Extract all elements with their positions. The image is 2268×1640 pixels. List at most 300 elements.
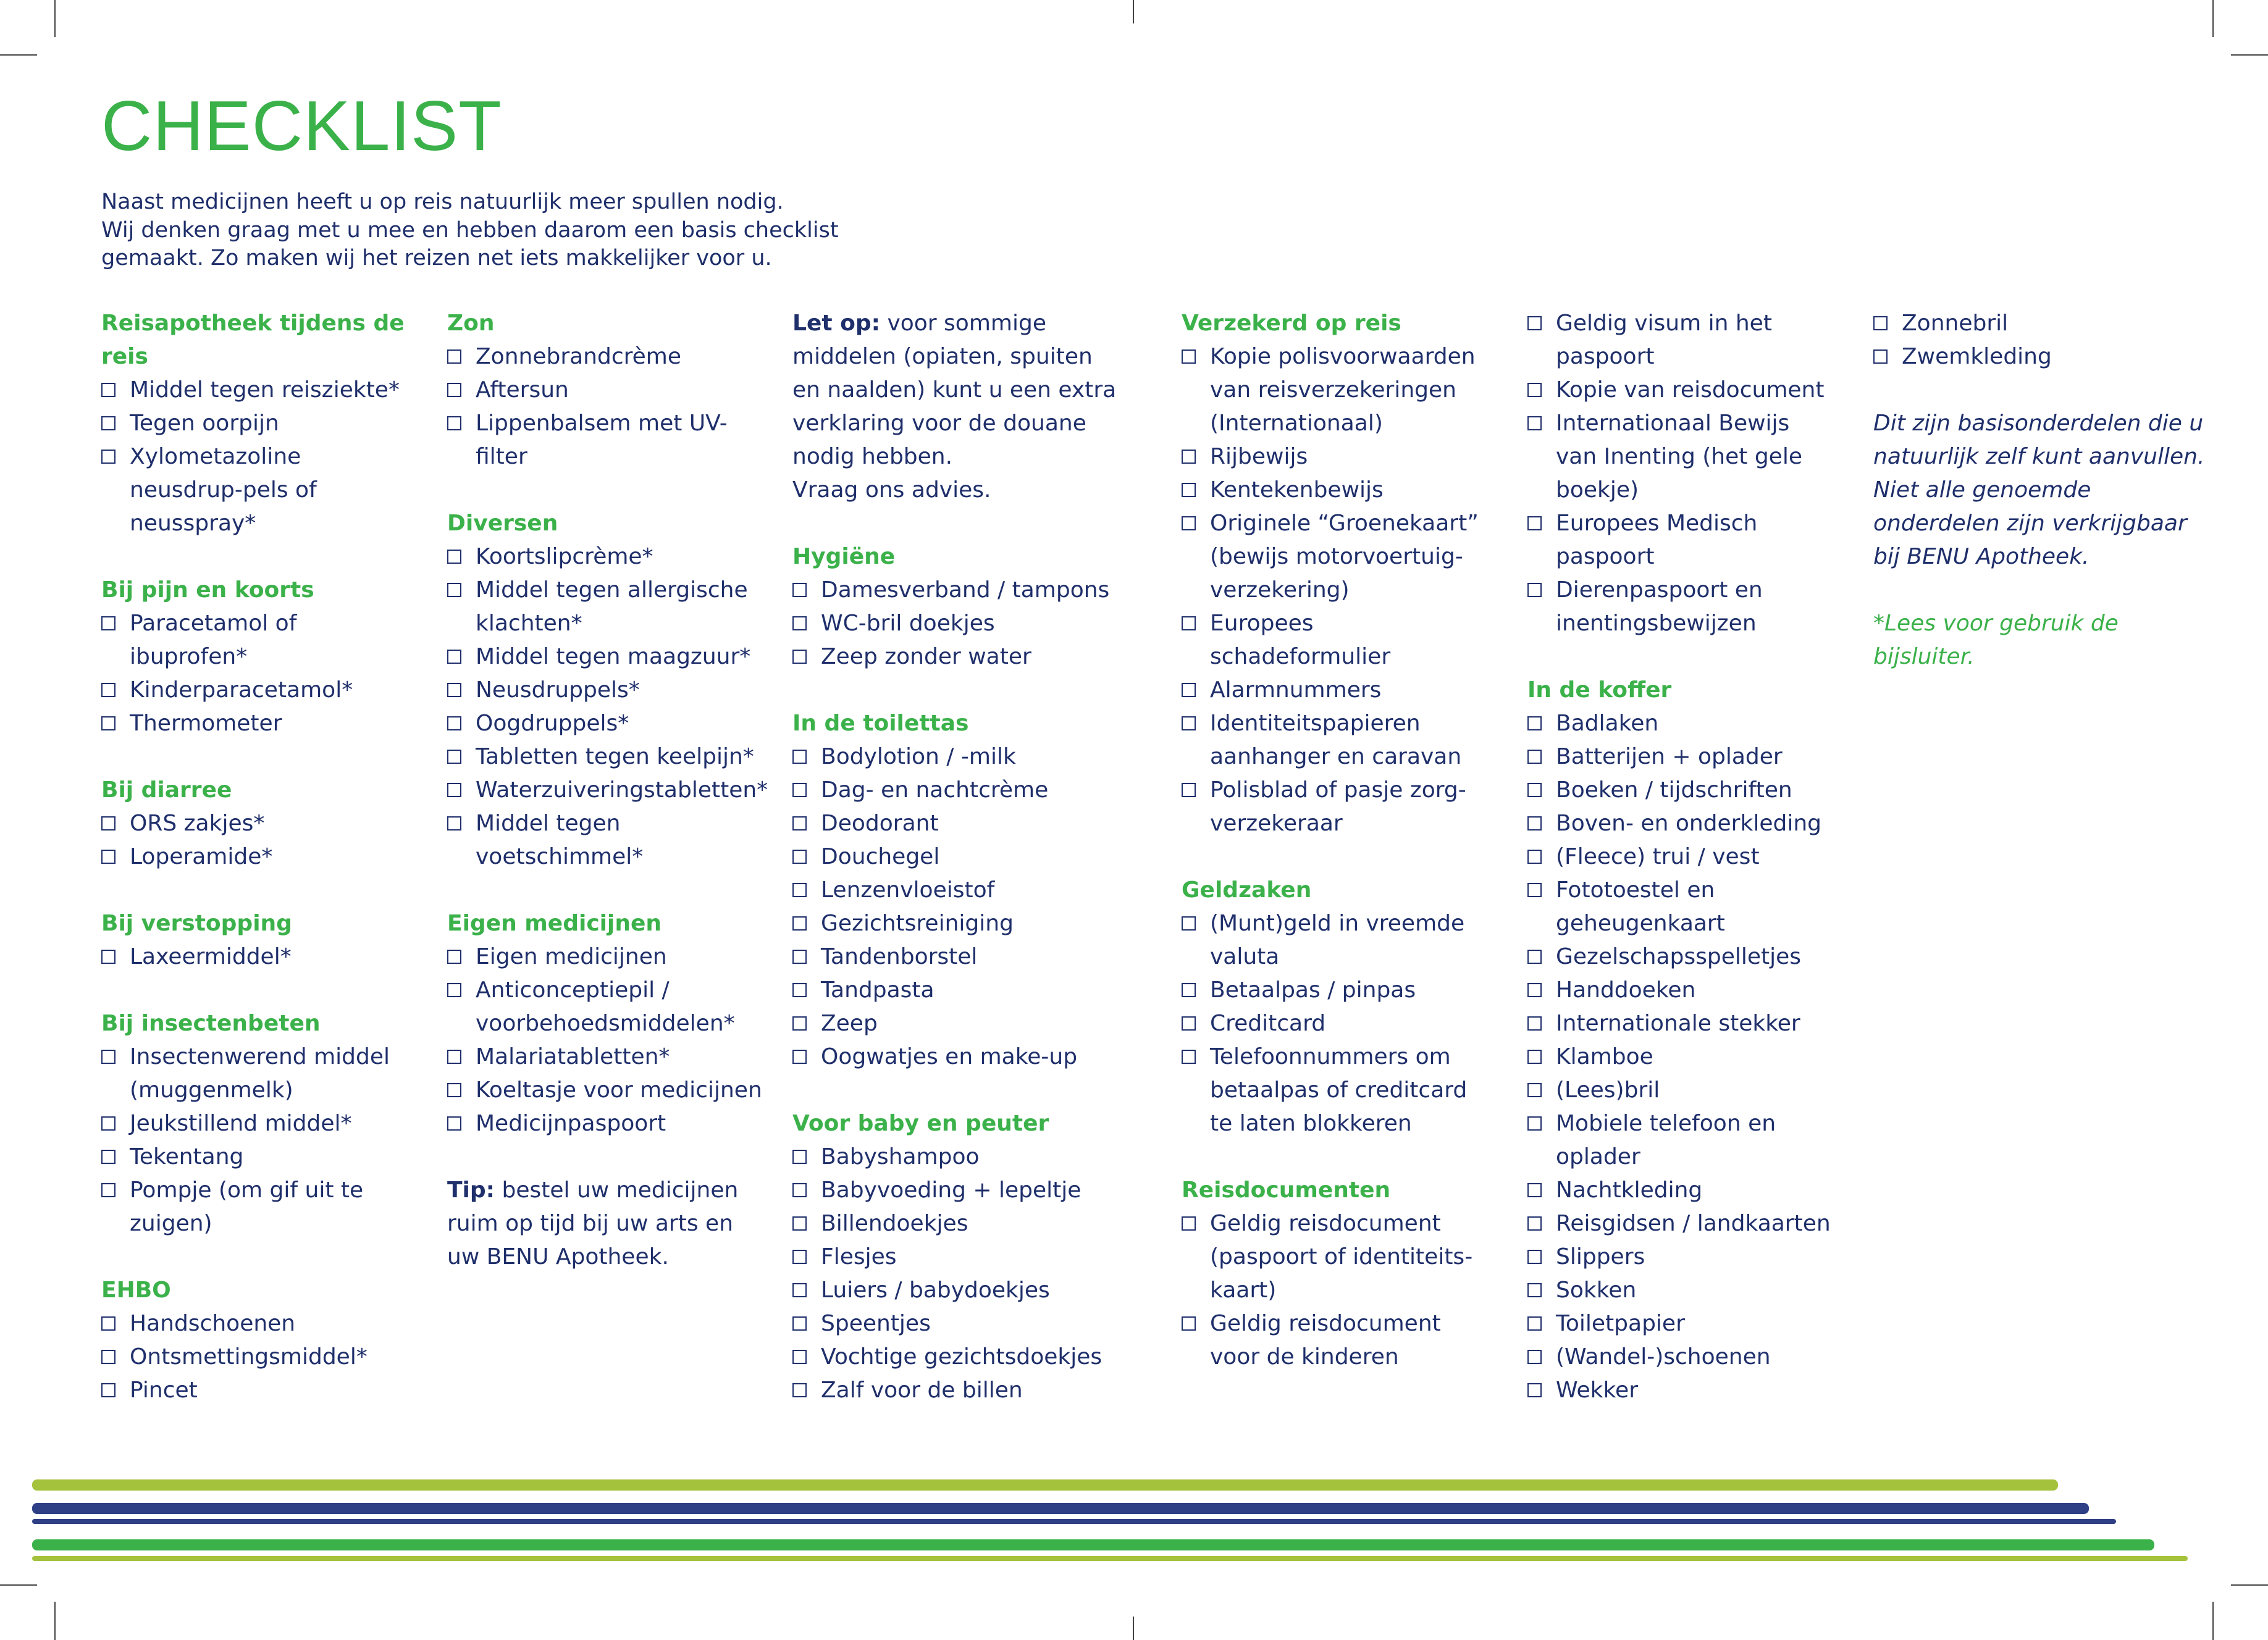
checkbox-icon[interactable] (792, 1283, 807, 1297)
checklist-item[interactable] (101, 1107, 416, 1140)
checkbox-icon[interactable] (792, 1250, 807, 1264)
checkbox-icon[interactable] (1182, 483, 1196, 497)
checklist-item[interactable] (1527, 1274, 1836, 1307)
section-ehbo (101, 1274, 416, 1407)
checkbox-icon[interactable] (447, 383, 461, 397)
checklist-item[interactable] (792, 1341, 1120, 1374)
checklist-item[interactable] (1527, 1207, 1836, 1240)
checkbox-icon[interactable] (101, 1383, 116, 1397)
checklist-item[interactable] (101, 674, 416, 707)
item-label: Kinderparacetamol* (130, 677, 353, 703)
checklist-item[interactable] (101, 940, 416, 974)
checkbox-icon[interactable] (792, 983, 807, 997)
item-label: Gezichtsreiniging (821, 911, 1014, 936)
checkbox-icon[interactable] (447, 750, 461, 764)
checklist-item[interactable] (101, 807, 416, 840)
item-label: Telefoonnummers om betaalpas of creditcard te laten blokkeren (1210, 1044, 1468, 1136)
section-heading: Bij verstopping (101, 911, 292, 936)
checklist-item[interactable] (447, 807, 768, 874)
item-label: ORS zakjes* (130, 811, 265, 836)
checkbox-icon[interactable] (1527, 416, 1542, 430)
item-label: Xylometazoline neusdrup-pels of neusspray* (130, 444, 317, 536)
checkbox-icon[interactable] (101, 1116, 116, 1131)
checklist-item[interactable] (447, 707, 768, 740)
crop-mark (1133, 0, 1134, 23)
checklist-item[interactable] (1873, 340, 2207, 374)
intro-line: Wij denken graag met u mee en hebben daarom een basis checklist (101, 217, 839, 243)
item-label: Insectenwerend middel (muggenmelk) (130, 1044, 390, 1103)
checkbox-icon[interactable] (1182, 516, 1196, 530)
item-label: Koeltasje voor medicijnen (476, 1077, 762, 1103)
checklist-item[interactable] (792, 640, 1120, 674)
tip-text (447, 1174, 768, 1274)
section-baby-peuter (792, 1107, 1120, 1407)
checklist-item[interactable] (101, 407, 416, 440)
checkbox-icon[interactable] (792, 1150, 807, 1164)
section-heading: Voor baby en peuter (792, 1111, 1049, 1136)
item-label: Zwemkleding (1902, 344, 2052, 369)
item-label: Europees Medisch paspoort (1556, 511, 1758, 569)
checkbox-icon[interactable] (447, 683, 461, 697)
checklist-item[interactable] (1182, 340, 1490, 440)
checklist-item[interactable] (1527, 507, 1836, 574)
checklist-item[interactable] (1527, 407, 1836, 507)
item-label: Internationale stekker (1556, 1011, 1800, 1036)
checkbox-icon[interactable] (792, 1016, 807, 1031)
item-label: (Fleece) trui / vest (1556, 844, 1760, 869)
section-diversen (447, 507, 768, 874)
checkbox-icon[interactable] (101, 850, 116, 864)
crop-mark (0, 54, 37, 56)
item-label: Dierenpaspoort en inentingsbewijzen (1556, 577, 1763, 636)
checkbox-icon[interactable] (792, 816, 807, 830)
checkbox-icon[interactable] (792, 616, 807, 630)
checkbox-icon[interactable] (447, 1116, 461, 1131)
checklist-item[interactable] (1182, 1207, 1490, 1307)
checkbox-icon[interactable] (792, 750, 807, 764)
checklist-item[interactable] (447, 340, 768, 374)
checklist-item[interactable] (447, 374, 768, 407)
checklist-item[interactable] (101, 1040, 416, 1107)
checkbox-icon[interactable] (447, 583, 461, 597)
checklist-item[interactable] (1527, 1240, 1836, 1274)
checkbox-icon[interactable] (1873, 349, 1888, 364)
checkbox-icon[interactable] (1182, 983, 1196, 997)
item-label: Lenzenvloeistof (821, 877, 995, 903)
checklist-item[interactable] (792, 607, 1120, 640)
checkbox-icon[interactable] (1527, 950, 1542, 964)
checklist-item[interactable] (1527, 874, 1836, 940)
checklist-item[interactable] (1527, 774, 1836, 807)
checklist-item[interactable] (1527, 1174, 1836, 1207)
item-label: Identiteitspapieren aanhanger en caravan (1210, 711, 1462, 769)
checkbox-icon[interactable] (101, 950, 116, 964)
item-label: Wekker (1556, 1378, 1638, 1403)
item-label: Boeken / tijdschriften (1556, 777, 1792, 803)
checkbox-icon[interactable] (447, 550, 461, 564)
item-label: Gezelschapsspelletjes (1556, 944, 1802, 969)
checklist-item[interactable] (1527, 807, 1836, 840)
item-label: Geldig reisdocument voor de kinderen (1210, 1311, 1441, 1370)
checklist-item[interactable] (1182, 907, 1490, 974)
item-label: (Wandel-)schoenen (1556, 1344, 1771, 1370)
crop-mark (2231, 1584, 2268, 1586)
item-label: Originele “Groenekaart” (bewijs motorvoertuig-verzekering) (1210, 511, 1479, 603)
checklist-item[interactable] (792, 574, 1120, 607)
checklist-item[interactable] (792, 1240, 1120, 1274)
item-label: Tandenborstel (821, 944, 978, 969)
checklist-item[interactable] (101, 374, 416, 407)
checkbox-icon[interactable] (447, 816, 461, 830)
checkbox-icon[interactable] (447, 716, 461, 730)
checkbox-icon[interactable] (447, 983, 461, 997)
item-label: Kentekenbewijs (1210, 477, 1384, 503)
item-label: Bodylotion / -milk (821, 744, 1016, 769)
section-zon (447, 307, 768, 474)
checklist-item[interactable] (101, 1307, 416, 1341)
checkbox-icon[interactable] (101, 1183, 116, 1197)
checklist-item[interactable] (792, 774, 1120, 807)
checkbox-icon[interactable] (1527, 1083, 1542, 1097)
crop-mark (1133, 1617, 1134, 1640)
checklist-item[interactable] (792, 874, 1120, 907)
checkbox-icon[interactable] (792, 950, 807, 964)
checkbox-icon[interactable] (1527, 1183, 1542, 1197)
item-label: Malariatabletten* (476, 1044, 670, 1069)
checkbox-icon[interactable] (792, 783, 807, 797)
checkbox-icon[interactable] (1182, 349, 1196, 364)
checkbox-icon[interactable] (1527, 816, 1542, 830)
letop-label: Let op: (792, 311, 880, 336)
checklist-item[interactable] (1527, 1074, 1836, 1107)
checklist-item[interactable] (1873, 307, 2207, 340)
item-label: (Lees)bril (1556, 1077, 1660, 1103)
checklist-item[interactable] (101, 1140, 416, 1174)
item-label: Sokken (1556, 1278, 1637, 1303)
checkbox-icon[interactable] (792, 1183, 807, 1197)
checkbox-icon[interactable] (1527, 516, 1542, 530)
item-label: Rijbewijs (1210, 444, 1308, 469)
checklist-item[interactable] (792, 1274, 1120, 1307)
checklist-item[interactable] (792, 974, 1120, 1007)
checkbox-icon[interactable] (101, 616, 116, 630)
item-label: Reisgidsen / landkaarten (1556, 1211, 1831, 1236)
checklist-item[interactable] (101, 707, 416, 740)
checklist-item[interactable] (447, 674, 768, 707)
section-heading: Bij insectenbeten (101, 1011, 321, 1036)
checkbox-icon[interactable] (1182, 616, 1196, 630)
checklist-item[interactable] (1182, 507, 1490, 607)
checkbox-icon[interactable] (447, 783, 461, 797)
item-label: Aftersun (476, 377, 569, 403)
checklist-item[interactable] (1527, 840, 1836, 874)
checklist-item[interactable] (1527, 1307, 1836, 1341)
checklist-item[interactable] (792, 840, 1120, 874)
item-label: Geldig reisdocument (paspoort of identiteits-kaart) (1210, 1211, 1473, 1303)
checkbox-icon[interactable] (792, 583, 807, 597)
checklist-item[interactable] (792, 1007, 1120, 1040)
section-heading: EHBO (101, 1278, 171, 1303)
column-4 (1182, 307, 1490, 1407)
checklist-item[interactable] (792, 807, 1120, 840)
item-label: Geldig visum in het paspoort (1556, 311, 1772, 369)
item-label: Billendoekjes (821, 1211, 968, 1236)
checklist-item[interactable] (447, 774, 768, 807)
section-heading: In de toilettas (792, 711, 969, 736)
item-label: Koortslipcrème* (476, 544, 653, 569)
item-label: Eigen medicijnen (476, 944, 667, 969)
item-label: Handdoeken (1556, 977, 1696, 1003)
checklist-item[interactable] (447, 640, 768, 674)
section-insectenbeten (101, 1007, 416, 1240)
item-label: Dag- en nachtcrème (821, 777, 1049, 803)
checklist-item[interactable] (792, 740, 1120, 774)
checkbox-icon[interactable] (1527, 1283, 1542, 1297)
checklist-item[interactable] (1527, 740, 1836, 774)
checkbox-icon[interactable] (1182, 1016, 1196, 1031)
checklist-item[interactable] (792, 1374, 1120, 1407)
item-label: Internationaal Bewijs van Inenting (het gele boekje) (1556, 411, 1802, 503)
checkbox-icon[interactable] (1527, 383, 1542, 397)
item-label: Batterijen + oplader (1556, 744, 1783, 769)
checklist-item[interactable] (1527, 940, 1836, 974)
item-label: Oogdruppels* (476, 711, 629, 736)
checkbox-icon[interactable] (1182, 1316, 1196, 1331)
checkbox-icon[interactable] (101, 816, 116, 830)
checkbox-icon[interactable] (1182, 783, 1196, 797)
checkbox-icon[interactable] (1527, 583, 1542, 597)
checkbox-icon[interactable] (101, 683, 116, 697)
item-label: Damesverband / tampons (821, 577, 1110, 603)
checkbox-icon[interactable] (1527, 716, 1542, 730)
checklist-item[interactable] (447, 1040, 768, 1074)
checklist-item[interactable] (1182, 474, 1490, 507)
checklist-item[interactable] (101, 1174, 416, 1240)
checkbox-icon[interactable] (447, 1083, 461, 1097)
checkbox-icon[interactable] (792, 1216, 807, 1231)
section-reisapotheek (101, 307, 416, 540)
checkbox-icon[interactable] (1527, 1216, 1542, 1231)
item-label: (Munt)geld in vreemde valuta (1210, 911, 1465, 969)
item-label: Waterzuiveringstabletten* (476, 777, 768, 803)
item-label: Creditcard (1210, 1011, 1326, 1036)
section-heading: Geldzaken (1182, 877, 1312, 903)
checkbox-icon[interactable] (792, 1316, 807, 1331)
item-label: Zonnebrandcrème (476, 344, 682, 369)
section-pijn-koorts (101, 574, 416, 740)
checkbox-icon[interactable] (447, 650, 461, 664)
checklist-item[interactable] (1527, 974, 1836, 1007)
item-label: Betaalpas / pinpas (1210, 977, 1416, 1003)
checklist-item[interactable] (1527, 707, 1836, 740)
checkbox-icon[interactable] (101, 1316, 116, 1331)
item-label: Babyvoeding + lepeltje (821, 1178, 1082, 1203)
checkbox-icon[interactable] (101, 1150, 116, 1164)
checkbox-icon[interactable] (447, 1050, 461, 1064)
checklist-item[interactable] (1182, 974, 1490, 1007)
item-label: Tandpasta (821, 977, 934, 1003)
checklist-item[interactable] (101, 1374, 416, 1407)
item-label: Jeukstillend middel* (130, 1111, 352, 1136)
checklist-item[interactable] (1182, 1007, 1490, 1040)
advice-text: Vraag ons advies. (792, 477, 991, 503)
checkbox-icon[interactable] (792, 916, 807, 931)
checkbox-icon[interactable] (792, 1383, 807, 1397)
checklist-item[interactable] (1182, 774, 1490, 840)
checkbox-icon[interactable] (1527, 1250, 1542, 1264)
checklist-item[interactable] (1527, 1040, 1836, 1074)
checklist-item[interactable] (101, 440, 416, 540)
checkbox-icon[interactable] (1873, 316, 1888, 330)
item-label: Speentjes (821, 1311, 931, 1336)
item-label: Douchegel (821, 844, 940, 869)
checklist-item[interactable] (792, 1307, 1120, 1341)
checklist-item[interactable] (1182, 707, 1490, 774)
checklist-item[interactable] (447, 1074, 768, 1107)
item-label: Tekentang (130, 1144, 244, 1169)
section-reisdocumenten-vervolg (1527, 307, 1836, 640)
checkbox-icon[interactable] (101, 716, 116, 730)
item-label: Fototoestel en geheugenkaart (1556, 877, 1725, 936)
checkbox-icon[interactable] (101, 1050, 116, 1064)
checklist-item[interactable] (447, 740, 768, 774)
checklist-item[interactable] (447, 540, 768, 574)
checkbox-icon[interactable] (447, 349, 461, 364)
item-label: Ontsmettingsmiddel* (130, 1344, 368, 1370)
item-label: Vochtige gezichtsdoekjes (821, 1344, 1102, 1370)
checkbox-icon[interactable] (792, 1050, 807, 1064)
checkbox-icon[interactable] (1527, 983, 1542, 997)
item-label: Tegen oorpijn (130, 411, 279, 436)
checklist-item[interactable] (792, 1207, 1120, 1240)
checkbox-icon[interactable] (1527, 1116, 1542, 1131)
section-let-op (792, 307, 1120, 507)
checklist-item[interactable] (1527, 1007, 1836, 1040)
item-label: Zeep zonder water (821, 644, 1031, 669)
checkbox-icon[interactable] (1527, 883, 1542, 897)
column-2 (447, 307, 768, 1274)
section-eigen-medicijnen (447, 907, 768, 1140)
checkbox-icon[interactable] (1527, 783, 1542, 797)
checklist-item[interactable] (1182, 607, 1490, 674)
item-label: Oogwatjes en make-up (821, 1044, 1078, 1069)
checklist-item[interactable] (1527, 1107, 1836, 1174)
checklist-item[interactable] (792, 1140, 1120, 1174)
checklist-item[interactable] (792, 1174, 1120, 1207)
section-reisdocumenten (1182, 1174, 1490, 1374)
item-label: Badlaken (1556, 711, 1659, 736)
checkbox-icon[interactable] (1527, 1050, 1542, 1064)
checkbox-icon[interactable] (1182, 450, 1196, 464)
checkbox-icon[interactable] (792, 1350, 807, 1364)
column-1 (101, 307, 416, 1441)
section-heading: Eigen medicijnen (447, 911, 662, 936)
letop-text (792, 307, 1120, 474)
letop-body: voor sommige middelen (opiaten, spuiten en naalden) kunt u een extra verklaring voor de douane nodig hebben. (792, 311, 1117, 469)
checkbox-icon[interactable] (1527, 1350, 1542, 1364)
checklist-item[interactable] (1527, 307, 1836, 374)
item-label: Zonnebril (1902, 311, 2009, 336)
checklist-item[interactable] (1182, 440, 1490, 474)
crop-mark (2231, 54, 2268, 56)
column-6 (1873, 307, 2207, 674)
checkbox-icon[interactable] (792, 650, 807, 664)
crop-mark (0, 1584, 37, 1586)
checkbox-icon[interactable] (1182, 916, 1196, 931)
tip-body: bestel uw medicijnen ruim op tijd bij uw arts en uw BENU Apotheek. (447, 1178, 739, 1270)
item-label: Laxeermiddel* (130, 944, 292, 969)
checklist-item[interactable] (447, 1107, 768, 1140)
decorative-stripe (32, 1556, 2188, 1561)
item-label: Kopie van reisdocument (1556, 377, 1825, 403)
checkbox-icon[interactable] (792, 883, 807, 897)
checklist-item[interactable] (447, 974, 768, 1040)
checklist-item[interactable] (1527, 374, 1836, 407)
checkbox-icon[interactable] (447, 950, 461, 964)
item-label: Mobiele telefoon en oplader (1556, 1111, 1776, 1169)
checkbox-icon[interactable] (792, 850, 807, 864)
checklist-item[interactable] (101, 840, 416, 874)
section-geldzaken (1182, 874, 1490, 1140)
checklist-item[interactable] (792, 940, 1120, 974)
checkbox-icon[interactable] (101, 450, 116, 464)
item-label: Handschoenen (130, 1311, 296, 1336)
checklist-item[interactable] (1527, 1341, 1836, 1374)
checkbox-icon[interactable] (1182, 683, 1196, 697)
item-label: Anticonceptiepil / voorbehoedsmiddelen* (476, 977, 735, 1036)
checkbox-icon[interactable] (1527, 1383, 1542, 1397)
checkbox-icon[interactable] (1182, 1216, 1196, 1231)
checklist-item[interactable] (1182, 674, 1490, 707)
checkbox-icon[interactable] (1182, 1050, 1196, 1064)
item-label: Polisblad of pasje zorg-verzekeraar (1210, 777, 1466, 836)
item-label: Middel tegen voetschimmel* (476, 811, 644, 869)
item-label: Alarmnummers (1210, 677, 1382, 703)
crop-mark (2212, 1602, 2214, 1640)
checklist-item[interactable] (792, 1040, 1120, 1074)
checklist-item[interactable] (447, 940, 768, 974)
item-label: Tabletten tegen keelpijn* (476, 744, 754, 769)
checklist-item[interactable] (1527, 574, 1836, 640)
page-title: CHECKLIST (101, 87, 502, 165)
checkbox-icon[interactable] (101, 416, 116, 430)
checkbox-icon[interactable] (101, 1350, 116, 1364)
checkbox-icon[interactable] (1527, 750, 1542, 764)
checkbox-icon[interactable] (1182, 716, 1196, 730)
checklist-item[interactable] (101, 607, 416, 674)
checkbox-icon[interactable] (1527, 1016, 1542, 1031)
checkbox-icon[interactable] (101, 383, 116, 397)
item-label: Pincet (130, 1378, 198, 1403)
checklist-item[interactable] (792, 907, 1120, 940)
checkbox-icon[interactable] (1527, 1316, 1542, 1331)
checkbox-icon[interactable] (447, 416, 461, 430)
checkbox-icon[interactable] (1527, 850, 1542, 864)
checklist-item[interactable] (1182, 1307, 1490, 1374)
checklist-item[interactable] (447, 574, 768, 640)
section-heading: Verzekerd op reis (1182, 311, 1401, 336)
item-label: Babyshampoo (821, 1144, 980, 1169)
checklist-item[interactable] (101, 1341, 416, 1374)
checklist-item[interactable] (447, 407, 768, 474)
checklist-item[interactable] (1182, 1040, 1490, 1140)
item-label: Thermometer (130, 711, 282, 736)
item-label: Zeep (821, 1011, 878, 1036)
checkbox-icon[interactable] (1527, 316, 1542, 330)
tip-label: Tip: (447, 1178, 495, 1203)
item-label: Medicijnpaspoort (476, 1111, 666, 1136)
checklist-item[interactable] (1527, 1374, 1836, 1407)
